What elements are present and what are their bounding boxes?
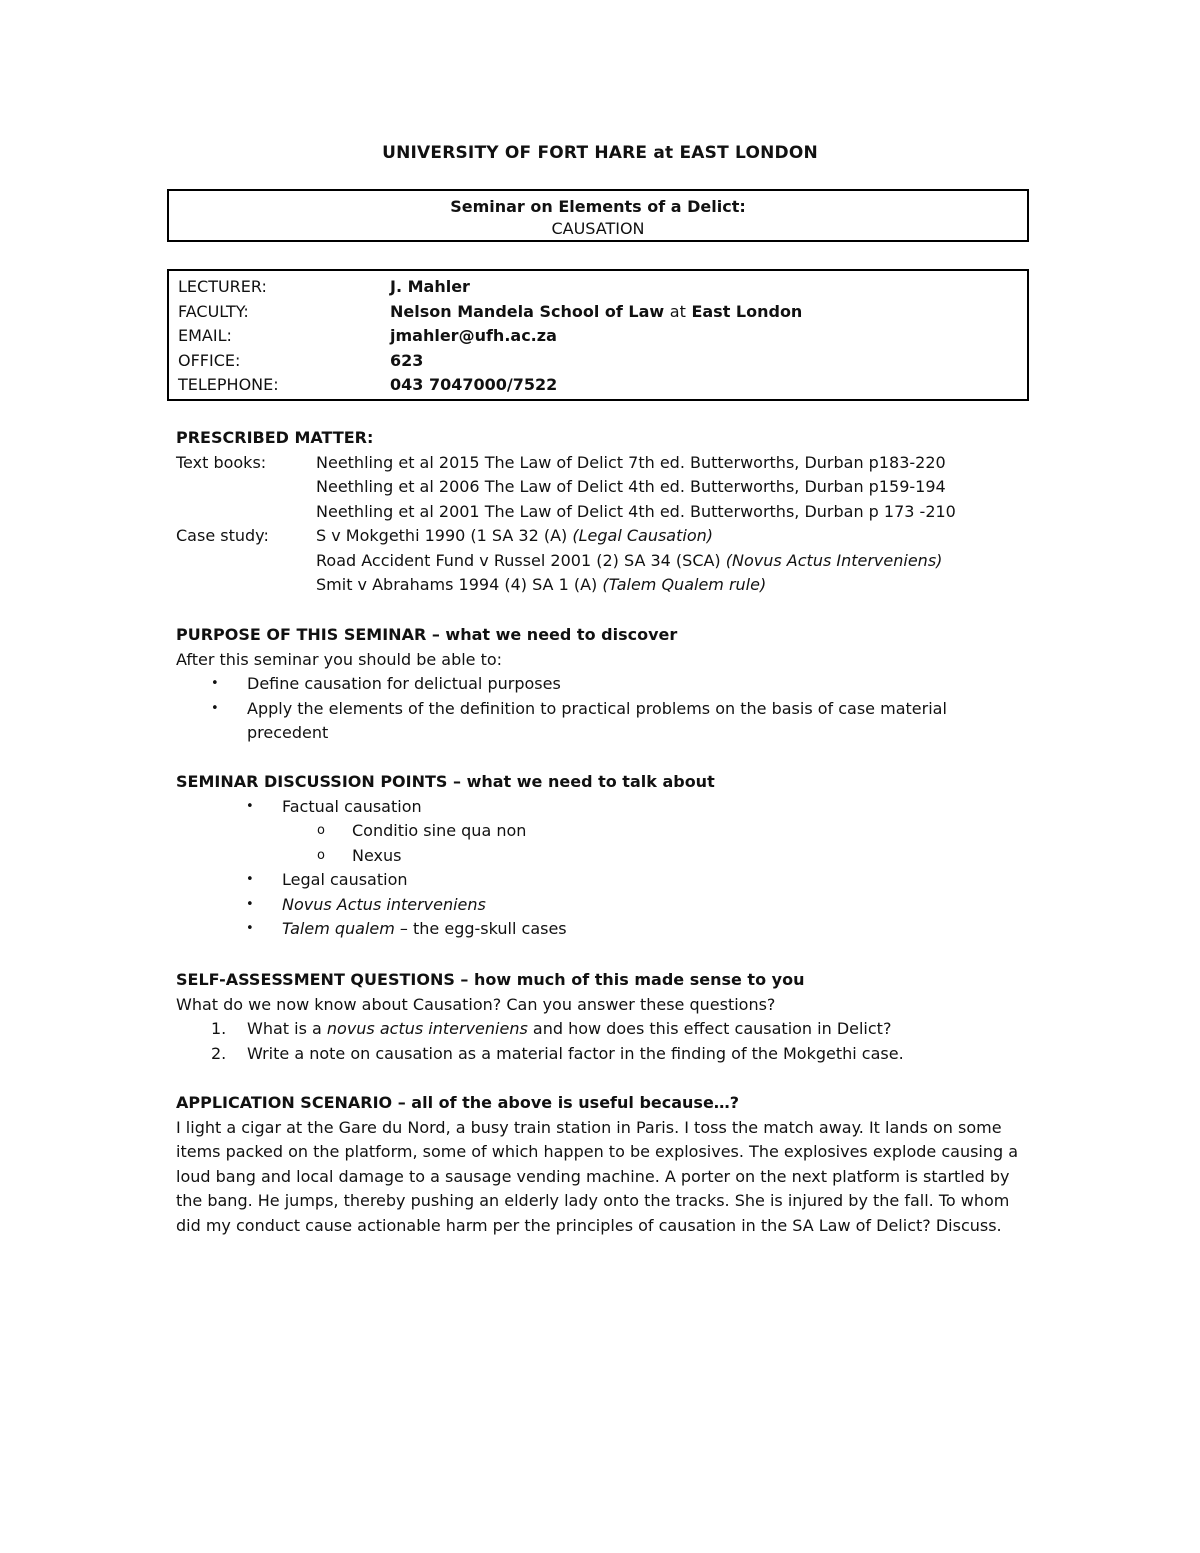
question1-italic: novus actus interveniens xyxy=(326,1019,528,1038)
list-item xyxy=(176,868,1026,893)
question2-text: Write a note on causation as a material factor in the finding of the Mokgethi case. xyxy=(247,1043,904,1063)
case-note: (Novus Actus Interveniens) xyxy=(725,550,943,570)
faculty-value-part2: East London xyxy=(691,301,803,321)
discussion-sub1: Conditio sine qua non xyxy=(352,821,527,840)
faculty-row xyxy=(169,300,1027,325)
textbook-row xyxy=(176,451,1026,476)
textbook-item: Neethling et al 2006 The Law of Delict 4th ed. Butterworths, Durban p159-194 xyxy=(316,477,946,496)
telephone-value: 043 7047000/7522 xyxy=(390,375,558,394)
discussion-sub2: Nexus xyxy=(352,845,402,865)
question-number: 1. xyxy=(211,1019,227,1038)
list-item xyxy=(176,672,1026,697)
case-row xyxy=(176,573,1026,598)
purpose-bullet-text: Apply the elements of the definition to practical problems on the basis of case material precedent xyxy=(247,698,947,742)
list-item xyxy=(176,917,1026,942)
university-title: UNIVERSITY OF FORT HARE at EAST LONDON xyxy=(382,143,818,163)
self-assessment-intro: What do we now know about Causation? Can you answer these questions? xyxy=(176,994,776,1014)
question-number: 2. xyxy=(211,1043,227,1063)
discussion-section xyxy=(176,770,1026,942)
office-value: 623 xyxy=(390,350,424,370)
telephone-row xyxy=(169,373,1027,398)
case-citation: Road Accident Fund v Russel 2001 (2) SA 34 (SCA) xyxy=(316,550,726,570)
list-item xyxy=(176,1017,1026,1042)
office-row xyxy=(169,349,1027,374)
list-item xyxy=(176,795,1026,820)
purpose-bullet-text: Define causation for delictual purposes xyxy=(247,674,561,693)
bullet-icon: • xyxy=(246,798,254,814)
purpose-list xyxy=(176,672,1026,746)
lecturer-label: LECTURER: xyxy=(178,277,267,296)
faculty-value-part1: Nelson Mandela School of Law xyxy=(390,301,665,321)
question-list xyxy=(176,1017,1026,1066)
bullet-icon: • xyxy=(246,896,254,912)
email-row xyxy=(169,324,1027,349)
self-assessment-heading: SELF-ASSESSMENT QUESTIONS – how much of this made sense to you xyxy=(176,970,805,989)
application-body: I light a cigar at the Gare du Nord, a busy train station in Paris. I toss the match away. It lands on some items packed on the platform, some of which happen to be explosives. The explosives explode causing a loud bang and local damage to a sausage vending machine. A porter on the next platform is startled by the bang. He jumps, thereby pushing an elderly lady onto the tracks. She is injured by the fall. To whom did my conduct cause actionable harm per the principles of causation in the SA Law of Delict? Discuss. xyxy=(176,1117,1019,1235)
textbook-row xyxy=(176,475,1026,500)
textbook-item: Neethling et al 2015 The Law of Delict 7th ed. Butterworths, Durban p183-220 xyxy=(316,452,946,472)
case-row xyxy=(176,524,1026,549)
case-item xyxy=(316,524,713,549)
case-note: (Legal Causation) xyxy=(572,526,713,545)
textbook-row xyxy=(176,500,1026,525)
bullet-icon: • xyxy=(211,700,219,716)
faculty-value xyxy=(390,300,802,325)
lecturer-row xyxy=(169,275,1027,300)
textbook-item: Neethling et al 2001 The Law of Delict 4th ed. Butterworths, Durban p 173 -210 xyxy=(316,501,956,521)
question1-part-a: What is a xyxy=(247,1019,327,1038)
list-item xyxy=(176,844,1026,869)
self-assessment-section xyxy=(176,968,1026,1066)
discussion-heading: SEMINAR DISCUSSION POINTS – what we need to talk about xyxy=(176,772,715,791)
case-row xyxy=(176,549,1026,574)
prescribed-heading: PRESCRIBED MATTER: xyxy=(176,428,374,447)
prescribed-matter-section xyxy=(176,426,1026,598)
discussion-novus: Novus Actus interveniens xyxy=(282,894,486,914)
case-citation: Smit v Abrahams 1994 (4) SA 1 (A) xyxy=(316,575,603,594)
circle-bullet-icon: o xyxy=(317,823,325,838)
bullet-icon: • xyxy=(211,676,219,691)
faculty-label: FACULTY: xyxy=(178,301,249,321)
discussion-talem-rest: – the egg-skull cases xyxy=(394,919,567,938)
case-note: (Talem Qualem rule) xyxy=(602,575,767,594)
seminar-title-box xyxy=(167,189,1029,242)
purpose-intro: After this seminar you should be able to: xyxy=(176,649,503,669)
seminar-title-line2: CAUSATION xyxy=(551,219,645,238)
question1-part-b: and how does this effect causation in Delict? xyxy=(527,1019,892,1038)
application-section xyxy=(176,1091,1026,1238)
email-label: EMAIL: xyxy=(178,326,232,345)
list-item xyxy=(176,893,1026,918)
bullet-icon: • xyxy=(246,921,254,936)
lecturer-value: J. Mahler xyxy=(390,277,470,296)
discussion-factual: Factual causation xyxy=(282,796,422,816)
list-item xyxy=(176,819,1026,844)
case-citation: S v Mokgethi 1990 (1 SA 32 (A) xyxy=(316,526,573,545)
purpose-heading: PURPOSE OF THIS SEMINAR – what we need to discover xyxy=(176,625,678,644)
office-label: OFFICE: xyxy=(178,350,241,370)
circle-bullet-icon: o xyxy=(317,847,325,863)
telephone-label: TELEPHONE: xyxy=(178,375,279,394)
list-item xyxy=(176,1042,1026,1067)
case-item xyxy=(316,549,942,574)
seminar-title-line1: Seminar on Elements of a Delict: xyxy=(450,197,746,216)
textbooks-label: Text books: xyxy=(176,452,267,472)
faculty-value-at: at xyxy=(669,301,686,321)
discussion-talem-italic: Talem qualem xyxy=(282,919,395,938)
discussion-list xyxy=(176,795,1026,942)
case-item xyxy=(316,573,766,598)
email-value: jmahler@ufh.ac.za xyxy=(390,326,557,345)
bullet-icon: • xyxy=(246,872,254,887)
casestudy-label: Case study: xyxy=(176,526,269,545)
application-heading: APPLICATION SCENARIO – all of the above is useful because…? xyxy=(176,1093,740,1112)
lecturer-info-box xyxy=(167,269,1029,401)
list-item xyxy=(176,697,1026,746)
discussion-legal: Legal causation xyxy=(282,870,408,889)
purpose-section xyxy=(176,623,1026,746)
